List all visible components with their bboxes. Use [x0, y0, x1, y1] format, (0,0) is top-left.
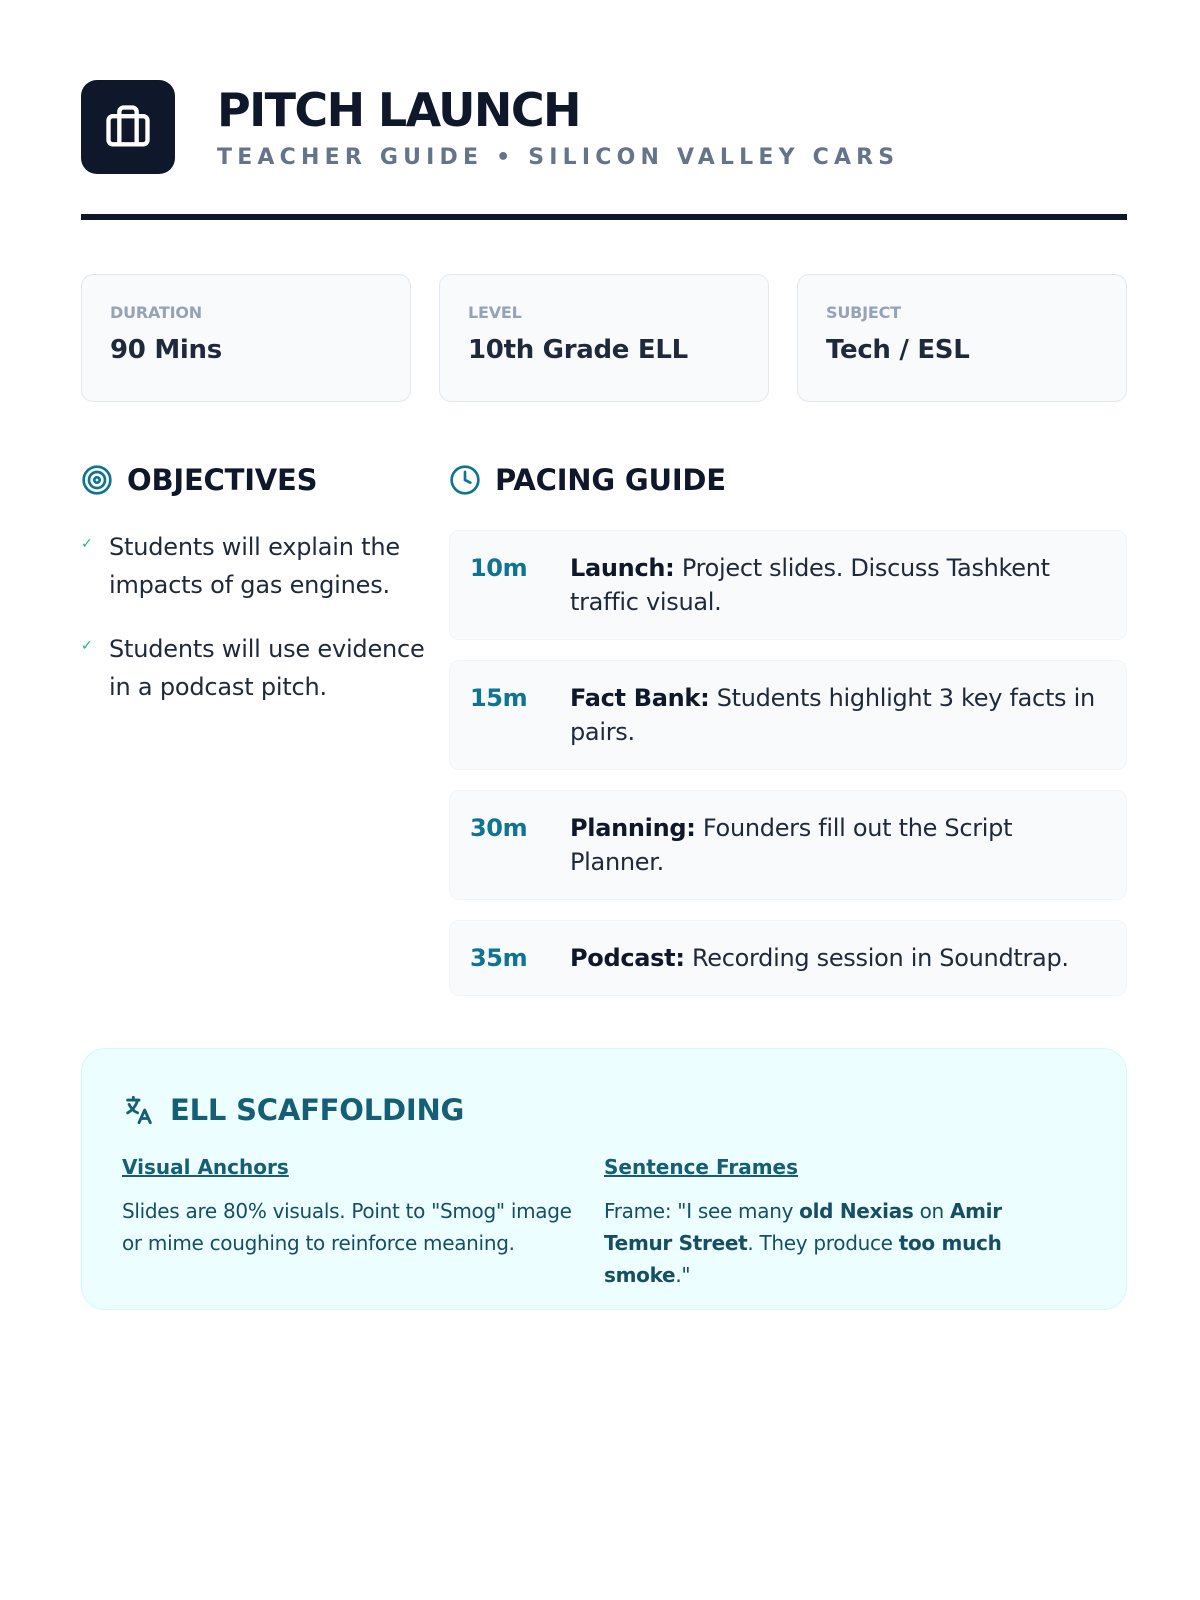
- clock-icon: [449, 464, 481, 496]
- ell-columns: [122, 1157, 1086, 1291]
- header-divider: [81, 214, 1127, 220]
- sentence-frames-heading: Sentence Frames: [604, 1155, 799, 1179]
- pacing-step: Planning:: [570, 814, 696, 842]
- meta-label: LEVEL: [468, 303, 522, 322]
- pacing-description: [570, 811, 1106, 879]
- visual-anchors-heading: Visual Anchors: [122, 1155, 289, 1179]
- meta-label: SUBJECT: [826, 303, 901, 322]
- pacing-step: Launch:: [570, 554, 675, 582]
- check-icon: ✓: [81, 638, 93, 654]
- frame-emphasis: old Nexias: [799, 1199, 914, 1223]
- frame-text: . They produce: [747, 1231, 899, 1255]
- page-title: PITCH LAUNCH: [217, 83, 580, 137]
- pacing-time: 35m: [470, 944, 528, 972]
- pacing-row: [449, 920, 1127, 996]
- target-icon: [81, 464, 113, 496]
- visual-anchors-text: Slides are 80% visuals. Point to "Smog" image or mime coughing to reinforce meaning.: [122, 1199, 572, 1255]
- meta-value: 10th Grade ELL: [468, 335, 688, 365]
- list-item: [81, 630, 449, 706]
- title-block: [217, 85, 899, 169]
- sentence-frames: [604, 1157, 1086, 1291]
- page-subtitle: TEACHER GUIDE • SILICON VALLEY CARS: [217, 145, 900, 170]
- frame-text: Frame: "I see many: [604, 1199, 800, 1223]
- check-icon: ✓: [81, 536, 93, 552]
- objective-text: Students will explain the impacts of gas engines.: [109, 533, 400, 599]
- briefcase-icon: [102, 101, 154, 153]
- visual-anchors: [122, 1157, 604, 1291]
- pacing-description: [570, 941, 1069, 975]
- meta-label: DURATION: [110, 303, 202, 322]
- frame-emphasis: too much smoke: [604, 1231, 1002, 1287]
- meta-row: [81, 274, 1127, 402]
- objectives-header: [81, 460, 449, 500]
- pacing-detail: Recording session in Soundtrap.: [684, 944, 1069, 972]
- frame-emphasis: Amir Temur Street: [604, 1199, 1002, 1255]
- pacing-row: [449, 530, 1127, 640]
- pacing-row: [449, 790, 1127, 900]
- meta-value: 90 Mins: [110, 335, 222, 365]
- pacing-title: PACING GUIDE: [495, 463, 726, 497]
- pacing-header: [449, 460, 1127, 500]
- frame-text: on: [913, 1199, 950, 1223]
- meta-card-level: [439, 274, 769, 402]
- pacing-detail: Project slides. Discuss Tashkent traffic visual.: [570, 554, 1050, 616]
- objective-text: Students will use evidence in a podcast pitch.: [109, 635, 425, 701]
- pacing-step: Fact Bank:: [570, 684, 710, 712]
- frame-text: .": [675, 1263, 691, 1287]
- pacing-section: [449, 460, 1127, 1016]
- pacing-step: Podcast:: [570, 944, 685, 972]
- pacing-description: [570, 551, 1106, 619]
- ell-title: ELL SCAFFOLDING: [170, 1093, 465, 1127]
- objectives-section: [81, 460, 449, 1016]
- ell-scaffolding-box: [81, 1048, 1127, 1310]
- meta-card-duration: [81, 274, 411, 402]
- objectives-list: [81, 528, 449, 706]
- ell-header: [122, 1093, 1086, 1127]
- meta-value: Tech / ESL: [826, 335, 970, 365]
- logo-tile: [81, 80, 175, 174]
- pacing-detail: Founders fill out the Script Planner.: [570, 814, 1013, 876]
- sentence-frames-text: [604, 1195, 1086, 1291]
- pacing-detail: Students highlight 3 key facts in pairs.: [570, 684, 1095, 746]
- translate-icon: [122, 1093, 156, 1127]
- meta-card-subject: [797, 274, 1127, 402]
- pacing-description: [570, 681, 1106, 749]
- pacing-time: 30m: [470, 814, 528, 842]
- list-item: [81, 528, 449, 604]
- pacing-list: [449, 530, 1127, 996]
- content-columns: [81, 460, 1127, 1016]
- objectives-title: OBJECTIVES: [127, 463, 318, 497]
- pacing-time: 15m: [470, 684, 528, 712]
- pacing-time: 10m: [470, 554, 528, 582]
- teacher-guide-page: [81, 80, 1127, 1310]
- pacing-row: [449, 660, 1127, 770]
- header: [81, 80, 1127, 174]
